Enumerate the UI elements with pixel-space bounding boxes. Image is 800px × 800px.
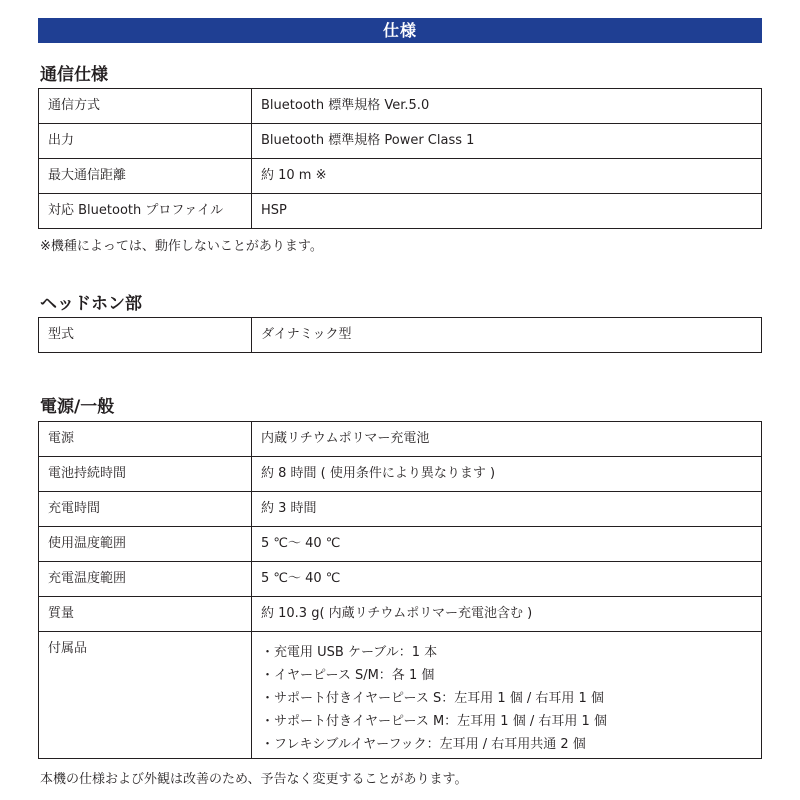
list-item: ・フレキシブルイヤーフック：左耳用 / 右耳用共通 2 個	[261, 737, 586, 752]
table-row	[39, 318, 762, 353]
spec-value: 5 ℃～ 40 ℃	[252, 527, 762, 562]
table-row	[39, 492, 762, 527]
table-row	[39, 124, 762, 159]
spec-label: 電池持続時間	[39, 457, 252, 492]
spec-value: 5 ℃～ 40 ℃	[252, 562, 762, 597]
table-row	[39, 632, 762, 759]
spec-value: 約 8 時間 ( 使用条件により異なります )	[252, 457, 762, 492]
table-row	[39, 422, 762, 457]
table-row	[39, 159, 762, 194]
table-row	[39, 597, 762, 632]
spec-label: 通信方式	[39, 89, 252, 124]
spec-value: Bluetooth 標準規格 Power Class 1	[252, 124, 762, 159]
headphone-section-title: ヘッドホン部	[40, 294, 142, 314]
spec-label: 充電温度範囲	[39, 562, 252, 597]
accessories-list	[252, 632, 762, 759]
comm-footnote: ※機種によっては、動作しないことがあります。	[40, 239, 323, 254]
table-row	[39, 527, 762, 562]
spec-value: 約 3 時間	[252, 492, 762, 527]
table-row	[39, 562, 762, 597]
comm-spec-table	[38, 88, 762, 229]
spec-banner: 仕様	[38, 18, 762, 43]
list-item: ・サポート付きイヤーピース M：左耳用 1 個 / 右耳用 1 個	[261, 714, 607, 729]
power-spec-table	[38, 421, 762, 759]
power-section-title: 電源/一般	[40, 397, 115, 417]
spec-value: Bluetooth 標準規格 Ver.5.0	[252, 89, 762, 124]
spec-value: 約 10 m ※	[252, 159, 762, 194]
spec-label: 付属品	[39, 632, 252, 759]
spec-value: 約 10.3 g( 内蔵リチウムポリマー充電池含む )	[252, 597, 762, 632]
spec-label: 出力	[39, 124, 252, 159]
footer-note: 本機の仕様および外観は改善のため、予告なく変更することがあります。	[40, 772, 468, 787]
spec-label: 型式	[39, 318, 252, 353]
list-item: ・イヤーピース S/M：各 1 個	[261, 668, 435, 683]
table-row	[39, 457, 762, 492]
spec-label: 質量	[39, 597, 252, 632]
spec-label: 最大通信距離	[39, 159, 252, 194]
spec-label: 対応 Bluetooth プロファイル	[39, 194, 252, 229]
spec-value: HSP	[252, 194, 762, 229]
comm-section-title: 通信仕様	[40, 65, 108, 85]
spec-label: 使用温度範囲	[39, 527, 252, 562]
spec-value: ダイナミック型	[252, 318, 762, 353]
headphone-spec-table	[38, 317, 762, 353]
spec-label: 電源	[39, 422, 252, 457]
list-item: ・サポート付きイヤーピース S：左耳用 1 個 / 右耳用 1 個	[261, 691, 604, 706]
table-row	[39, 194, 762, 229]
spec-label: 充電時間	[39, 492, 252, 527]
table-row	[39, 89, 762, 124]
list-item: ・充電用 USB ケーブル：1 本	[261, 645, 438, 660]
spec-value: 内蔵リチウムポリマー充電池	[252, 422, 762, 457]
